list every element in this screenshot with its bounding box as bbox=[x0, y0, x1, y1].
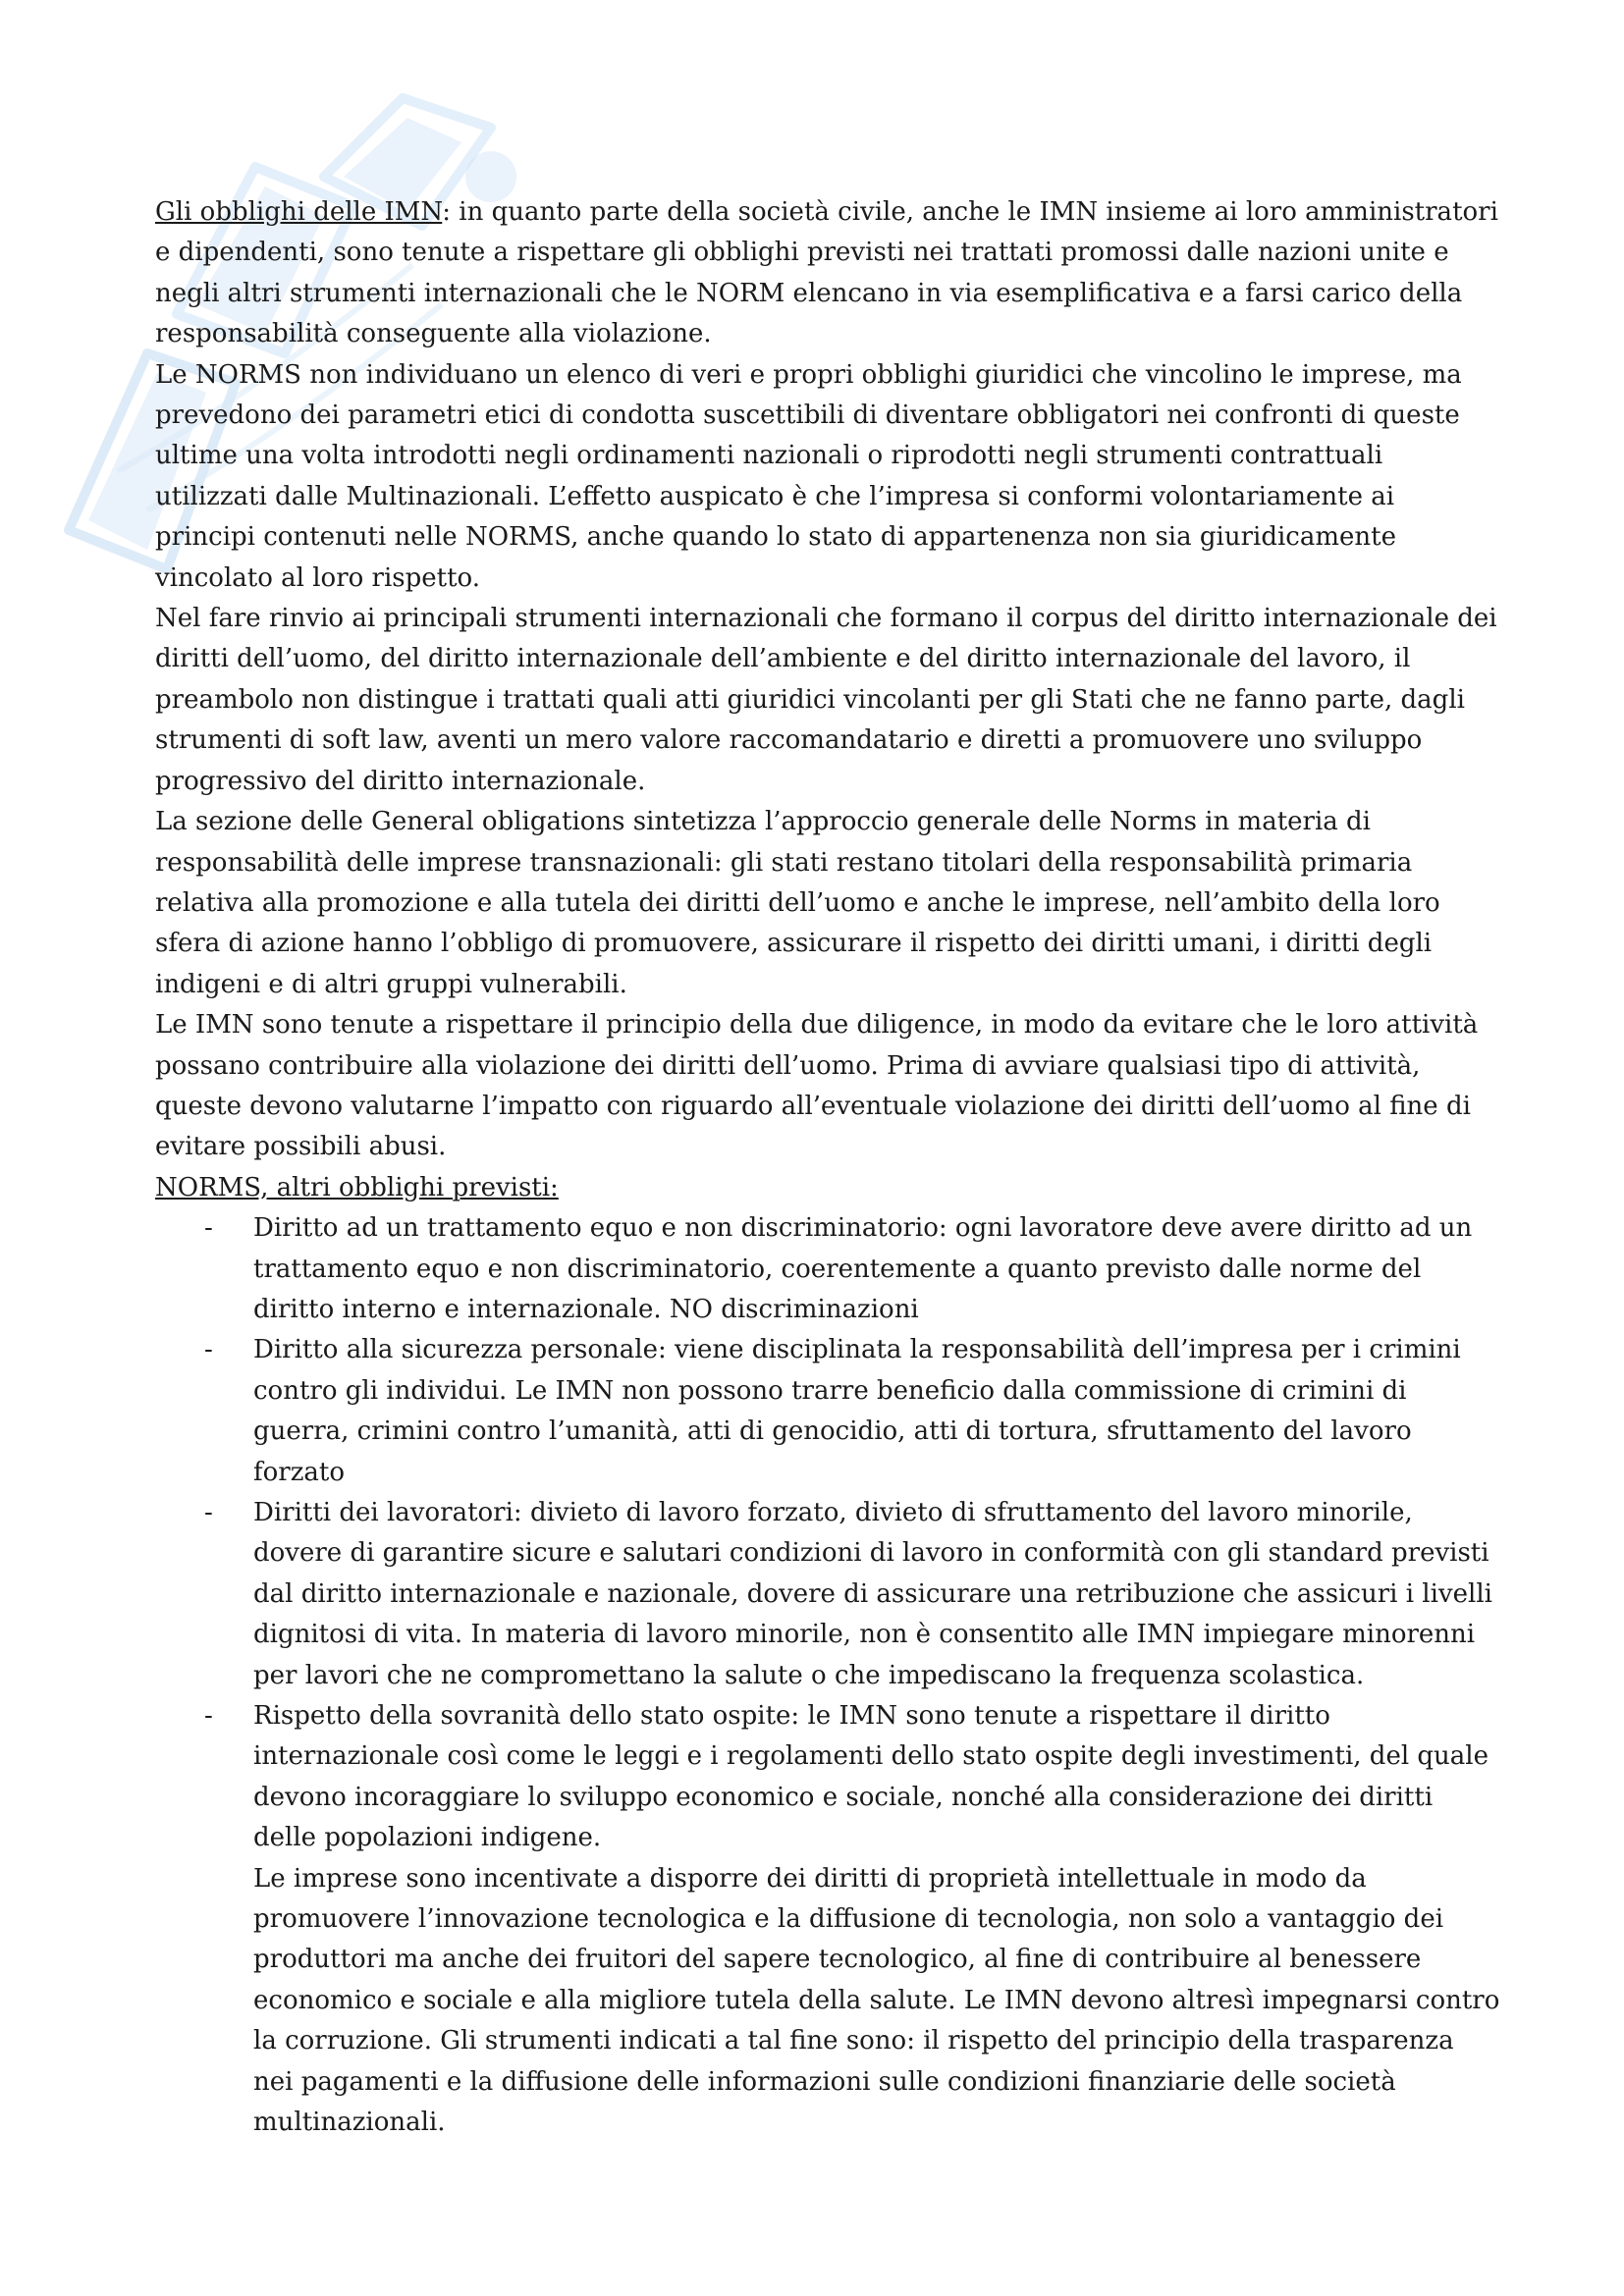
dash-bullet: - bbox=[204, 1701, 213, 1732]
paragraph-strumenti: Nel fare rinvio ai principali strumenti internazionali che formano il corpus del diritto internazionale dei diritti dell’uomo, del diritto internazionale dell’ambiente e del diritto internazionale del lavoro, il preambolo non distingue i trattati quali atti giuridici vincolanti per gli Stati che ne fanno parte, dagli strumenti di soft law, aventi un mero valore raccomandatario e diretti a promuovere uno sviluppo progressivo del diritto internazionale. bbox=[155, 604, 1497, 796]
paragraph-norms: Le NORMS non individuano un elenco di veri e propri obblighi giuridici che vincolino le imprese, ma prevedono dei parametri etici di condotta suscettibili di diventare obbligatori nei confronti di queste ultime una volta introdotti negli ordinamenti nazionali o riprodotti negli strumenti contrattuali utilizzati dalle Multinazionali. L’effetto auspicato è che l’impresa si conformi volontariamente ai principi contenuti nelle NORMS, anche quando lo stato di appartenenza non sia giuridicamente vincolato al loro rispetto. bbox=[155, 359, 1462, 593]
list-item: - Diritti dei lavoratori: divieto di lavoro forzato, divieto di sfruttamento del lavoro minorile, dovere di garantire sicure e salutari condizioni di lavoro in conformità con gli standard previsti dal diritto internazionale e nazionale, dovere di assicurare una retribuzione che assicuri i livelli dignitosi di vita. In materia di lavoro minorile, non è consentito alle IMN impiegare minorenni per lavori che ne compromettano la salute o che impediscano la frequenza scolastica. bbox=[155, 1493, 1500, 1696]
paragraph-obblighi bbox=[155, 192, 1500, 355]
list-item: - Rispetto della sovranità dello stato ospite: le IMN sono tenute a rispettare il diritto internazionale così come le leggi e i regolamenti dello stato ospite degli investimenti, del quale devono incoraggiare lo sviluppo economico e sociale, nonché alla considerazione dei diritti delle popolazioni indigene. bbox=[155, 1696, 1500, 1859]
paragraph-due-diligence: Le IMN sono tenute a rispettare il principio della due diligence, in modo da evitare che le loro attività possano contribuire alla violazione dei diritti dell’uomo. Prima di avviare qualsiasi tipo di attività, queste devono valutarne l’impatto con riguardo all’eventuale violazione dei diritti dell’uomo al fine di evitare possibili abusi. bbox=[155, 1010, 1479, 1162]
paragraph-proprieta-intellettuale: Le imprese sono incentivate a disporre dei diritti di proprietà intellettuale in modo da promuovere l’innovazione tecnologica e la diffusione di tecnologia, non solo a vantaggio dei produttori ma anche dei fruitori del sapere tecnologico, al fine di contribuire al benessere economico e sociale e alla migliore tutela della salute. Le IMN devono altresì impegnarsi contro la corruzione. Gli strumenti indicati a tal fine sono: il rispetto del principio della trasparenza nei pagamenti e la diffusione delle informazioni sulle condizioni finanziarie delle società multinazionali. bbox=[253, 1863, 1500, 2138]
obligations-list bbox=[155, 1208, 1500, 1859]
document-body bbox=[155, 192, 1500, 2144]
paragraph-text: : in quanto parte della società civile, anche le IMN insieme ai loro amministratori e dipendenti, sono tenute a rispettare gli obblighi previsti nei trattati promossi dalle nazioni unite e negli altri strumenti internazionali che le NORM elencano in via esemplificativa e a farsi carico della responsabilità conseguente alla violazione. bbox=[155, 197, 1498, 349]
dash-bullet: - bbox=[204, 1213, 213, 1244]
list-item: - Diritto alla sicurezza personale: viene disciplinata la responsabilità dell’impresa per i crimini contro gli individui. Le IMN non possono trarre beneficio dalla commissione di crimini di guerra, crimini contro l’umanità, atti di genocidio, atti di tortura, sfruttamento del lavoro forzato bbox=[155, 1330, 1500, 1493]
section-heading-obblighi: Gli obblighi delle IMN bbox=[155, 197, 443, 227]
paragraph-general-obligations: La sezione delle General obligations sintetizza l’approccio generale delle Norms in materia di responsabilità delle imprese transnazionali: gli stati restano titolari della responsabilità primaria relativa alla promozione e alla tutela dei diritti dell’uomo e anche le imprese, nell’ambito della loro sfera di azione hanno l’obbligo di promuovere, assicurare il rispetto dei diritti umani, i diritti degli indigeni e di altri gruppi vulnerabili. bbox=[155, 807, 1440, 999]
dash-bullet: - bbox=[204, 1498, 213, 1527]
dash-bullet: - bbox=[204, 1335, 213, 1365]
list-heading: NORMS, altri obblighi previsti: bbox=[155, 1172, 559, 1202]
list-item: - Diritto ad un trattamento equo e non discriminatorio: ogni lavoratore deve avere diritto ad un trattamento equo e non discriminatorio, coerentemente a quanto previsto dalle norme del diritto interno e internazionale. NO discriminazioni bbox=[155, 1208, 1500, 1330]
